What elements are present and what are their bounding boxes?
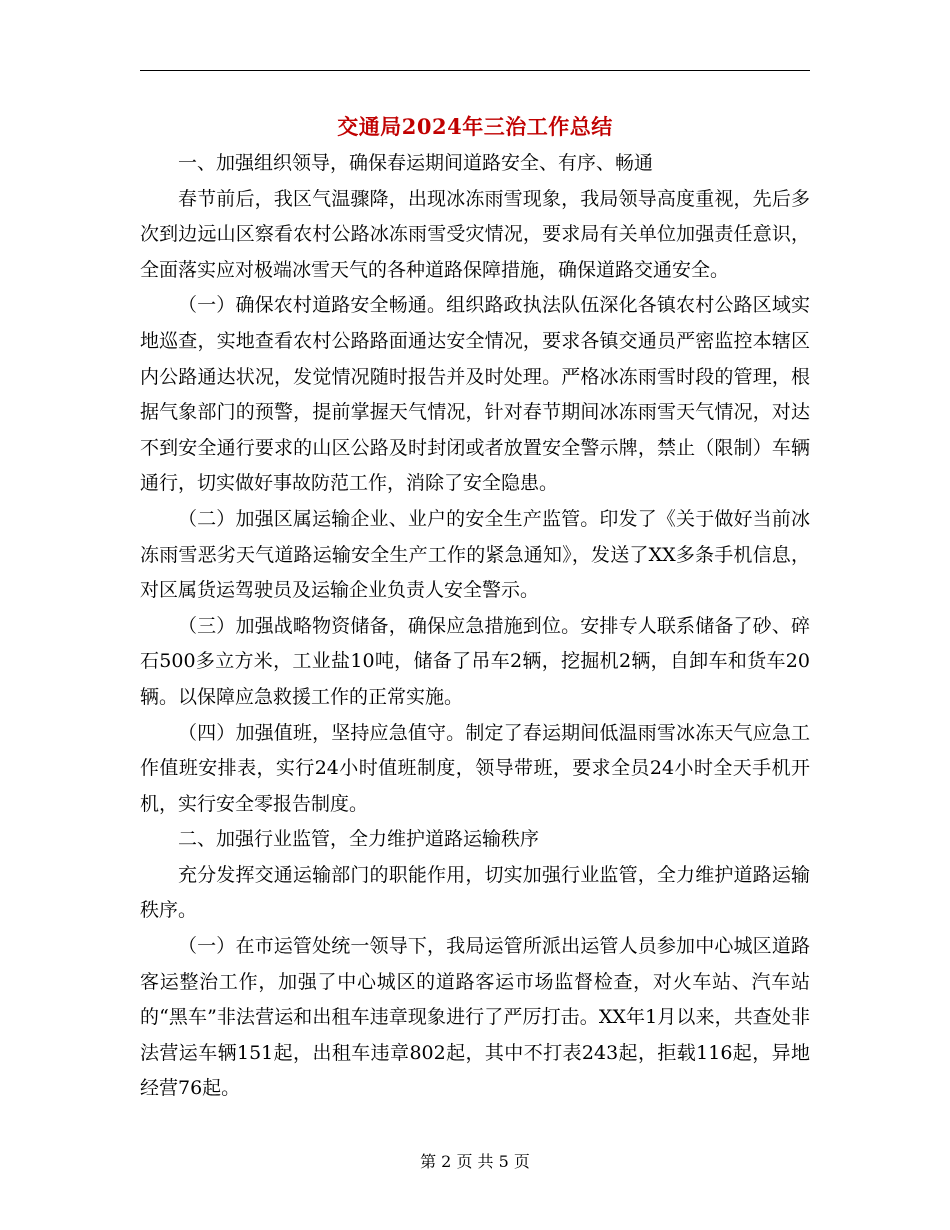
page-number-label: 第 2 页 共 5 页: [420, 1152, 530, 1171]
header-rule: [140, 70, 810, 71]
paragraph-item-3: （三）加强战略物资储备，确保应急措施到位。安排专人联系储备了砂、碎石500多立方米，工业盐10吨，储备了吊车2辆，挖掘机2辆，自卸车和货车20辆。以保障应急救援工作的正常实施。: [140, 614, 810, 708]
document-body: [140, 108, 810, 1107]
paragraph-item-4: （四）加强值班，坚持应急值守。制定了春运期间低温雨雪冰冻天气应急工作值班安排表，实行24小时值班制度，领导带班，要求全员24小时全天手机开机，实行安全零报告制度。: [140, 721, 810, 815]
paragraph-intro: 春节前后，我区气温骤降，出现冰冻雨雪现象，我局领导高度重视，先后多次到边远山区察看农村公路冰冻雨雪受灾情况，要求局有关单位加强责任意识，全面落实应对极端冰雪天气的各种道路保障措施，确保道路交通安全。: [140, 187, 810, 281]
page-footer: [0, 1150, 950, 1174]
section-heading-1: 一、加强组织领导，确保春运期间道路安全、有序、畅通: [178, 152, 654, 174]
paragraph-item-1: （一）确保农村道路安全畅通。组织路政执法队伍深化各镇农村公路区域实地巡查，实地查看农村公路路面通达安全情况，要求各镇交通员严密监控本辖区内公路通达状况，发觉情况随时报告并及时处理。严格冰冻雨雪时段的管理，根据气象部门的预警，提前掌握天气情况，针对春节期间冰冻雨雪天气情况，对达不到安全通行要求的山区公路及时封闭或者放置安全警示牌，禁止（限制）车辆通行，切实做好事故防范工作，消除了安全隐患。: [140, 294, 810, 495]
section-heading-2: 二、加强行业监管，全力维护道路运输秩序: [178, 828, 540, 851]
paragraph-section2-intro: 充分发挥交通运输部门的职能作用，切实加强行业监管，全力维护道路运输秩序。: [140, 863, 810, 922]
paragraph-section2-item-1: （一）在市运管处统一领导下，我局运管所派出运管人员参加中心城区道路客运整治工作，加强了中心城区的道路客运市场监督检查，对火车站、汽车站的“黑车”非法营运和出租车违章现象进行了严厉打击。XX年1月以来，共查处非法营运车辆151起，出租车违章802起，其中不打表243起，拒载116起，异地经营76起。: [140, 935, 810, 1100]
document-title: 交通局2024年三治工作总结: [337, 114, 613, 139]
paragraph-item-2: （二）加强区属运输企业、业户的安全生产监管。印发了《关于做好当前冰冻雨雪恶劣天气道路运输安全生产工作的紧急通知》，发送了XX多条手机信息，对区属货运驾驶员及运输企业负责人安全警示。: [140, 507, 810, 602]
